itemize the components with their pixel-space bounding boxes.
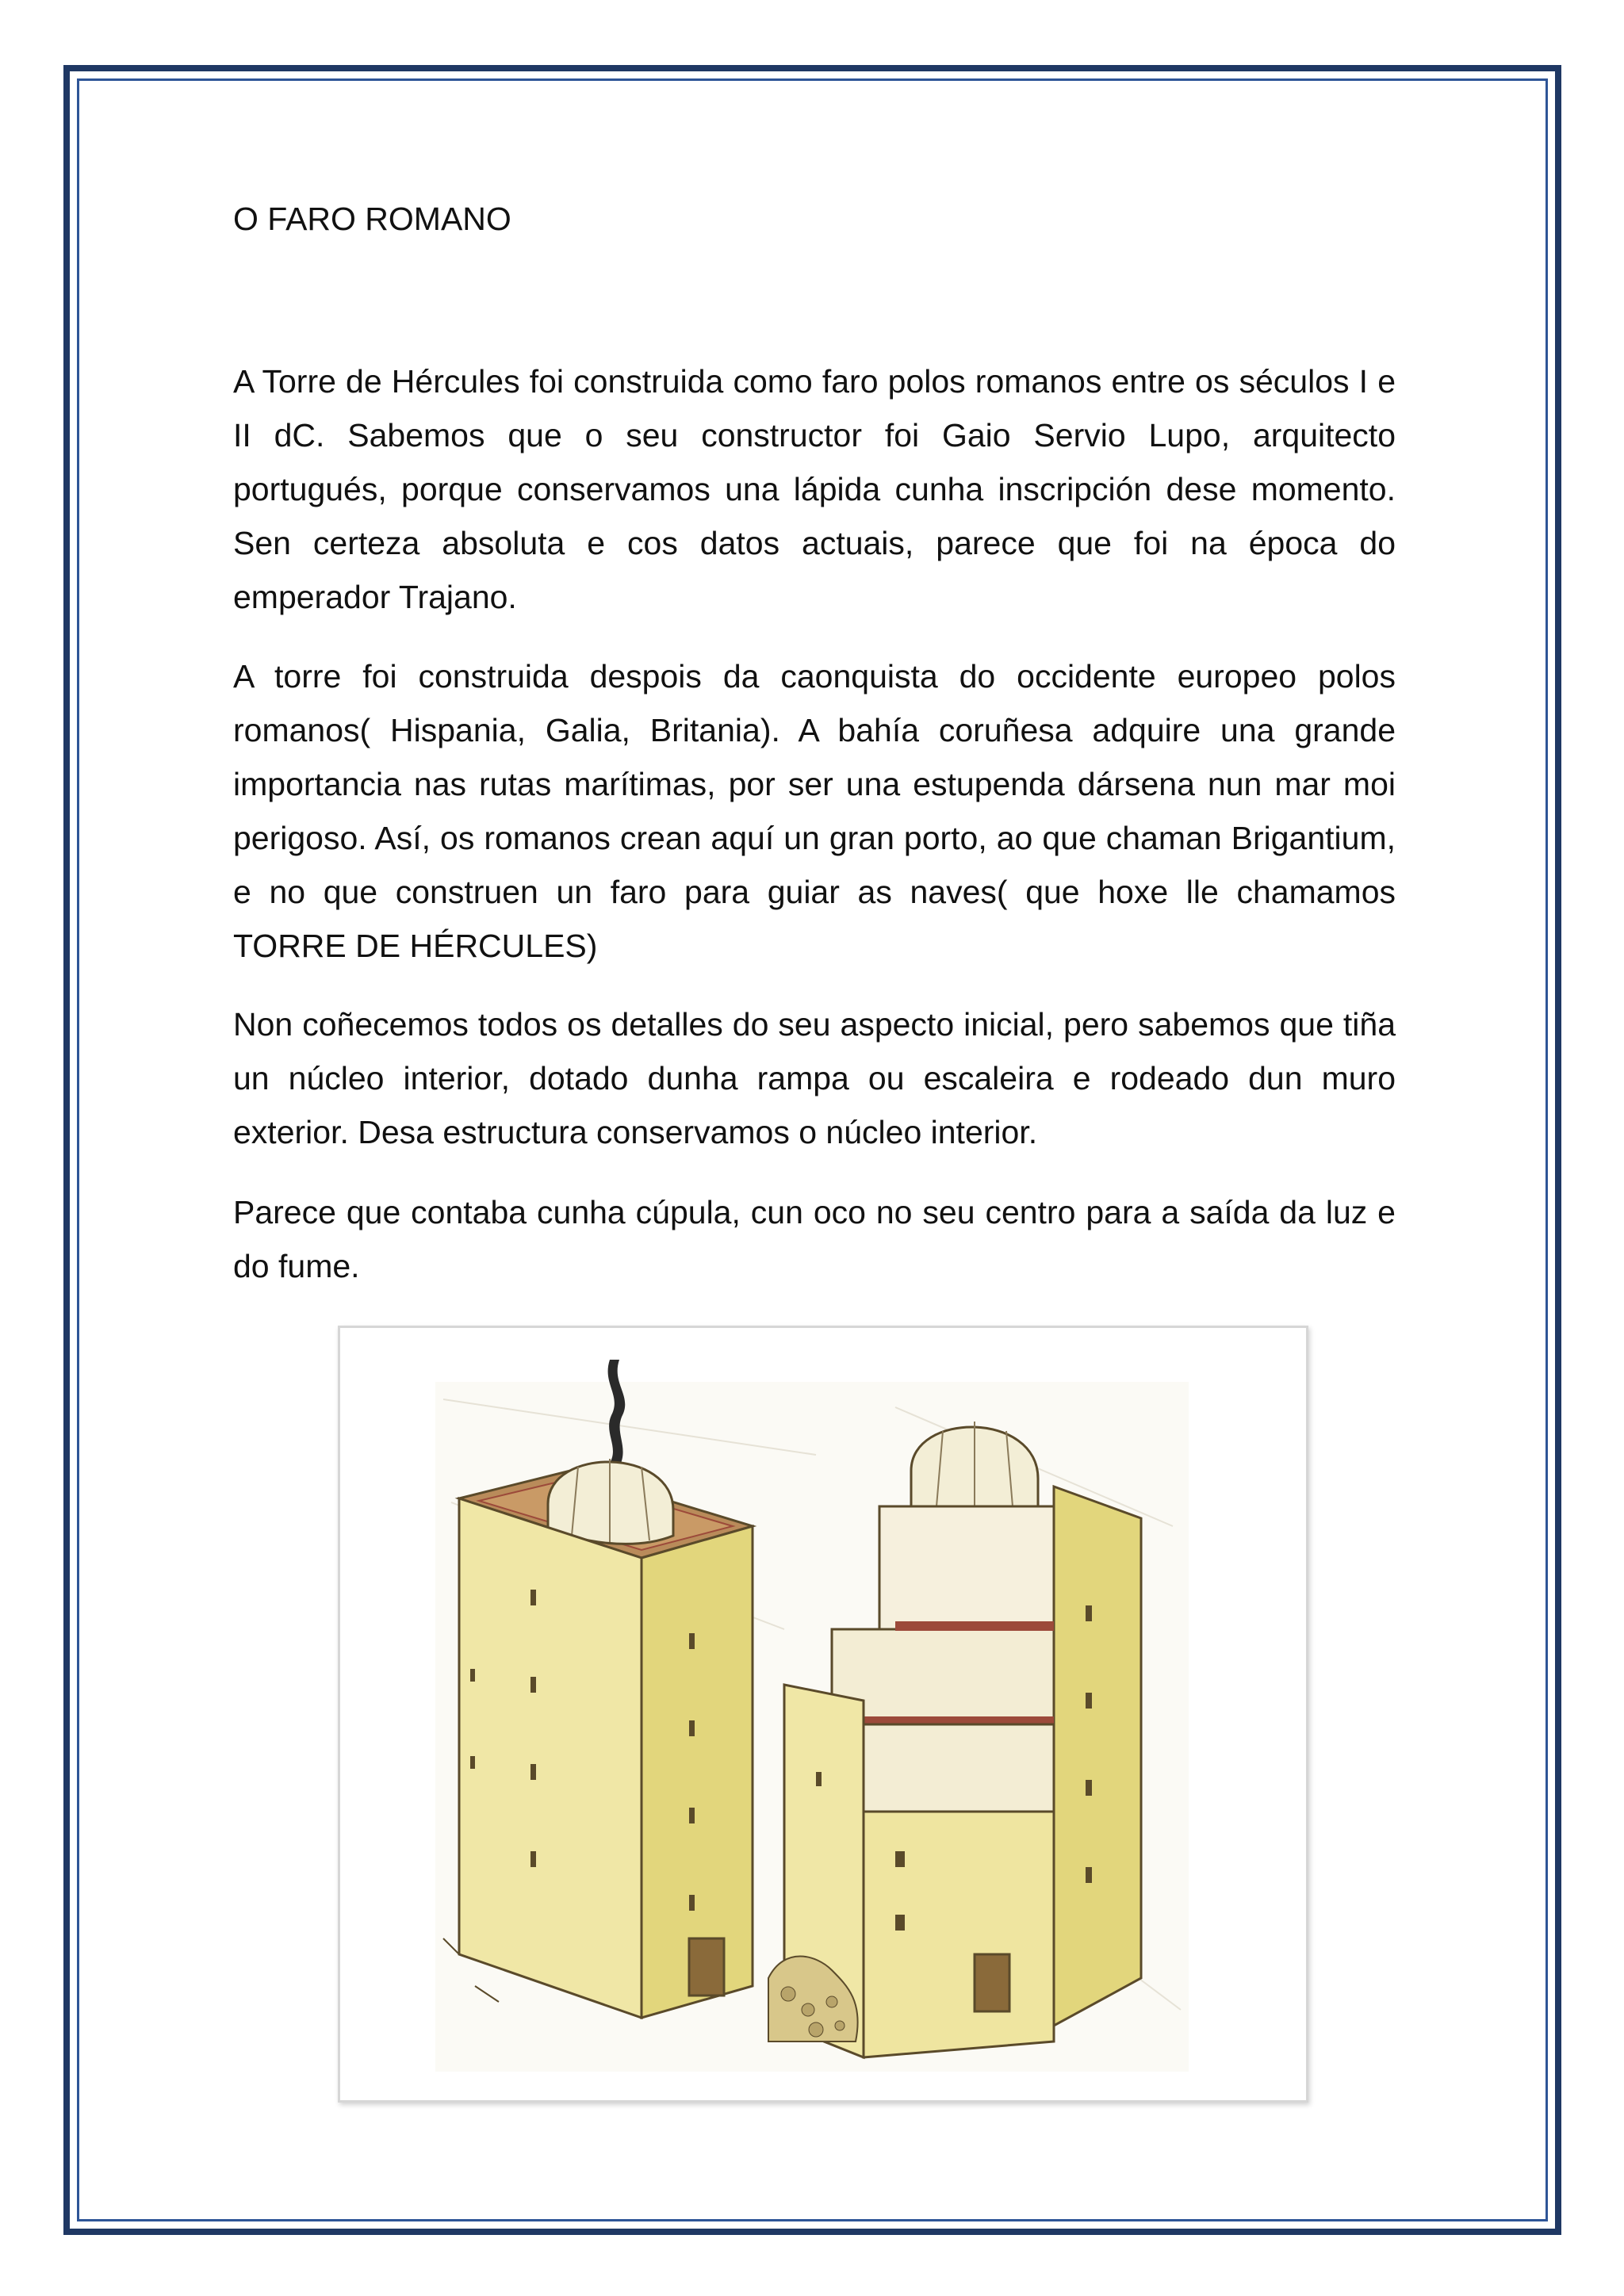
paragraph: A torre foi construida despois da caonquista do occidente europeo polos romanos( Hispania, Galia, Britania). A bahía coruñesa adquire una grande importancia nas rutas marítimas, por ser una estupenda dársena nun mar moi perigoso. Así, os romanos crean aquí un gran porto, ao que chaman Brigantium, e no que construen un faro para guiar as naves( que hoxe lle chamamos TORRE DE HÉRCULES) — [233, 658, 1396, 964]
document-title: O FARO ROMANO — [233, 201, 511, 237]
paragraph: Non coñecemos todos os detalles do seu aspecto inicial, pero sabemos que tiña un núcleo interior, dotado dunha rampa ou escaleira e rodeado dun muro exterior. Desa estructura conservamos o núcleo interior. — [233, 1006, 1396, 1150]
paragraph: A Torre de Hércules foi construida como faro polos romanos entre os séculos I e II dC. Sabemos que o seu constructor foi Gaio Servio Lupo, arquitecto portugués, porque conservamos una lápida cunha inscripción dese momento. Sen certeza absoluta e cos datos actuais, parece que foi na época do emperador Trajano. — [233, 363, 1396, 615]
paragraph: Parece que contaba cunha cúpula, cun oco no seu centro para a saída da luz e do fume. — [233, 1194, 1396, 1284]
lighthouse-illustration — [340, 1328, 1306, 2100]
illustration-frame — [338, 1326, 1308, 2103]
